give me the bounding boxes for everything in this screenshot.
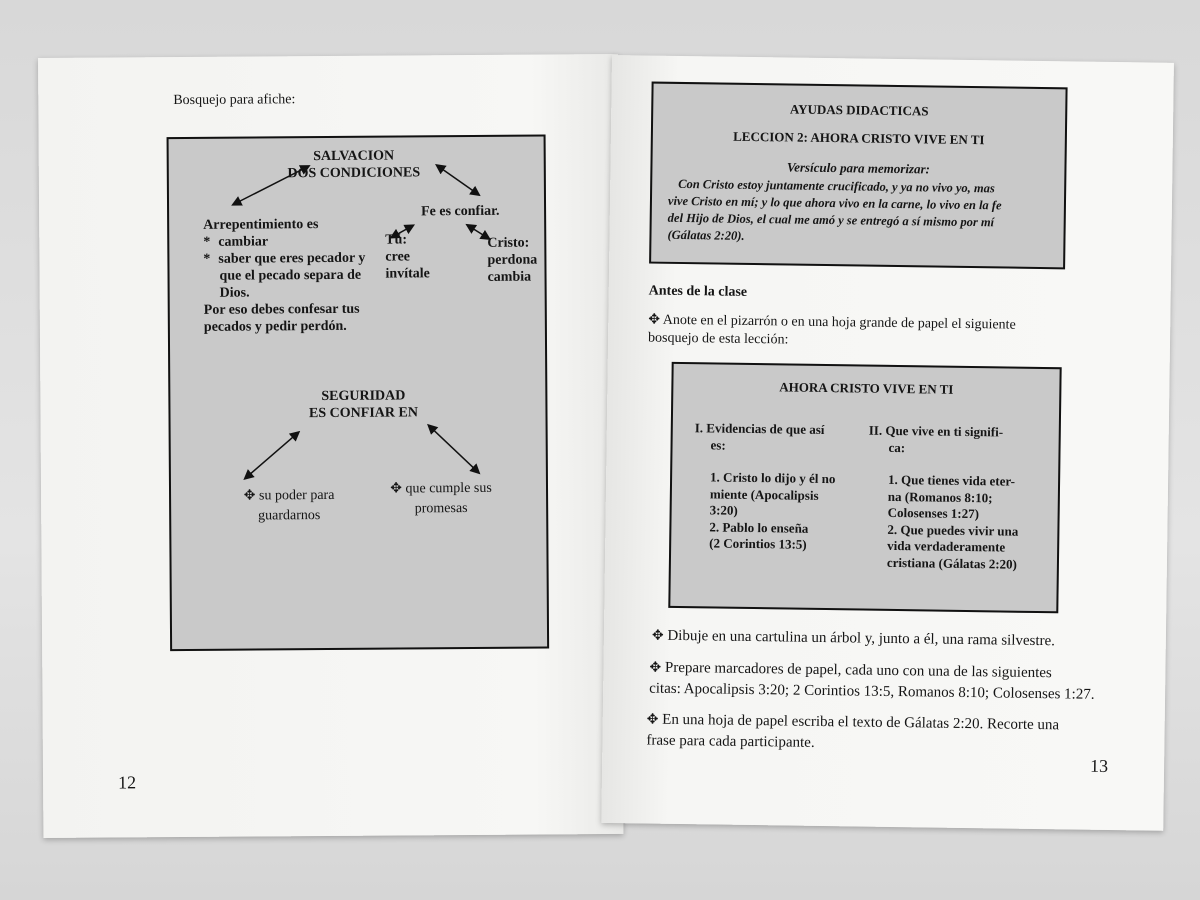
salvacion-line2: DOS CONDICIONES	[287, 165, 421, 182]
arrepentimiento-title: Arrepentimiento es	[203, 217, 319, 233]
arrepentimiento-item2: saber que eres pecador y	[218, 250, 366, 267]
outline-box	[668, 362, 1061, 613]
ornament-icon: ✥	[648, 312, 661, 328]
salvacion-line1: SALVACION	[313, 148, 395, 165]
cumple-line2: promesas	[414, 501, 468, 517]
col1-item2-cont: (2 Corintios 13:5)	[709, 535, 807, 552]
outline-title: AHORA CRISTO VIVE EN TI	[779, 379, 954, 397]
confesar-line1: Por eso debes confesar tus	[203, 301, 360, 318]
poder-line1: su poder para	[258, 487, 335, 504]
col1-item1: 1. Cristo lo dijo y él no	[710, 469, 836, 487]
cristo-cambia: cambia	[487, 269, 532, 285]
anote-line2: bosquejo de esta lección:	[647, 330, 789, 348]
verse-line2: vive Cristo en mí; y lo que ahora vivo en la carne, lo vivo en la fe	[667, 193, 1002, 213]
fe-title: Fe es confiar.	[421, 203, 500, 220]
arrepentimiento-item2-end: Dios.	[219, 285, 250, 301]
verse-line3: del Hijo de Dios, el cual me amó y se entregó a sí mismo por mí	[667, 210, 995, 230]
arrepentimiento-item1: cambiar	[218, 234, 269, 250]
cristo-perdona: perdona	[487, 252, 538, 268]
col2-item1: 1. Que tienes vida eter-	[887, 471, 1016, 489]
promesas-block	[371, 479, 511, 520]
poder-block	[229, 486, 349, 527]
salvacion-heading	[279, 147, 429, 182]
poster-diagram-box	[167, 134, 550, 651]
seguridad-line1: SEGURIDAD	[321, 388, 406, 405]
anote-instruction	[648, 312, 1068, 354]
col2-heading: II. Que vive en ti signifi-	[868, 422, 1004, 440]
col2-heading-cont: ca:	[888, 439, 906, 455]
verse-label: Versículo para memorizar:	[786, 159, 931, 177]
ornament-icon: ✥	[649, 660, 662, 676]
tip3-line2: frase para cada participante.	[646, 732, 815, 751]
ayudas-title: AYUDAS DIDACTICAS	[789, 101, 929, 119]
lesson-title: LECCION 2: AHORA CRISTO VIVE EN TI	[733, 128, 985, 148]
arrow-fe-cristo	[467, 225, 489, 239]
right-page	[601, 55, 1174, 831]
col2-item2-end: cristiana (Gálatas 2:20)	[886, 554, 1018, 572]
tu-cree: cree	[385, 249, 411, 265]
memory-verse	[667, 176, 1060, 249]
tip2-line2: citas: Apocalipsis 3:20; 2 Corintios 13:5, Romanos 8:10; Colosenses 1:27.	[649, 680, 1095, 703]
antes-heading: Antes de la clase	[648, 283, 748, 300]
arrepentimiento-block	[203, 215, 404, 335]
col1-heading-cont: es:	[710, 436, 726, 453]
arrow-seguridad-poder	[245, 432, 299, 478]
col1-heading: I. Evidencias de que así	[694, 420, 825, 438]
outline-column-2	[867, 423, 1055, 574]
tu-block	[385, 231, 430, 282]
page-number-left: 12	[117, 772, 137, 793]
col2-item2: 2. Que puedes vivir una	[887, 521, 1019, 539]
tip-cartulina	[652, 626, 1092, 653]
cristo-label: Cristo:	[487, 235, 530, 251]
col2-item1-end: Colosenses 1:27)	[887, 504, 980, 522]
tip-galatas	[646, 710, 1099, 757]
left-page	[38, 54, 623, 838]
ornament-icon: ✥	[243, 488, 256, 504]
confesar-line2: pecados y pedir perdón.	[203, 318, 347, 335]
bullet-marker: *	[203, 251, 211, 267]
col1-item1-cont: miente (Apocalipsis	[709, 485, 819, 503]
col1-item1-end: 3:20)	[709, 502, 738, 518]
arrow-seguridad-promesas	[429, 425, 479, 473]
anote-line1: Anote en el pizarrón o en una hoja grande de papel el siguiente	[662, 312, 1016, 333]
col2-item2-cont: vida verdaderamente	[887, 537, 1006, 555]
poster-outline-label: Bosquejo para afiche:	[173, 92, 296, 109]
tu-label: Tú:	[385, 232, 408, 248]
tip2-line1: Prepare marcadores de papel, cada uno con una de las siguientes	[664, 659, 1052, 682]
page-number-right: 13	[1089, 755, 1109, 776]
seguridad-heading	[288, 387, 438, 422]
verse-line1: Con Cristo estoy juntamente crucificado, y ya no vivo yo, mas	[678, 176, 995, 196]
col1-item2: 2. Pablo lo enseña	[709, 518, 809, 536]
col2-item1-cont: na (Romanos 8:10;	[887, 488, 993, 505]
tu-invitale: invítale	[385, 266, 430, 282]
arrow-salvacion-fe	[437, 165, 479, 195]
ornament-icon: ✥	[646, 712, 659, 728]
ornament-icon: ✥	[390, 481, 403, 497]
tip1-text: Dibuje en una cartulina un árbol y, junto a él, una rama silvestre.	[667, 627, 1056, 650]
tip3-line1: En una hoja de papel escriba el texto de Gálatas 2:20. Recorte una	[662, 711, 1060, 734]
poder-line2: guardarnos	[258, 508, 321, 524]
seguridad-line2: ES CONFIAR EN	[308, 405, 418, 422]
ayudas-box	[649, 82, 1068, 270]
arrepentimiento-item2-cont: que el pecado separa de	[219, 267, 362, 284]
bullet-marker: *	[203, 234, 211, 250]
outline-column-1	[693, 420, 875, 554]
cumple-line1: que cumple sus	[405, 480, 492, 497]
ornament-icon: ✥	[651, 628, 664, 644]
verse-line4: (Gálatas 2:20).	[667, 227, 745, 243]
tip-marcadores	[649, 658, 1100, 705]
cristo-block	[487, 235, 537, 286]
